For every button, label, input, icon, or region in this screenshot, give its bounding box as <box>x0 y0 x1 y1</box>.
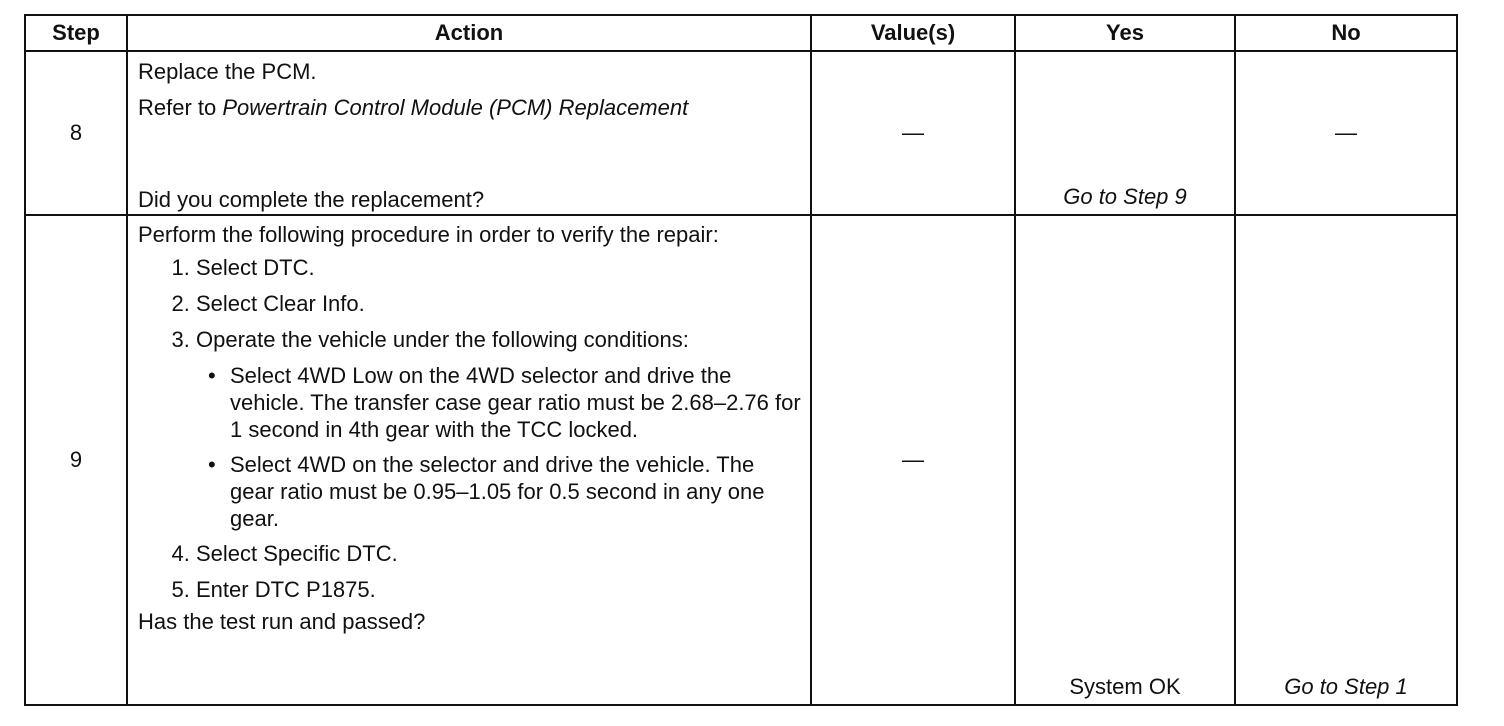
values-cell: — <box>811 215 1015 705</box>
header-action: Action <box>127 15 811 51</box>
header-yes: Yes <box>1015 15 1235 51</box>
list-item: • Select 4WD Low on the 4WD selector and drive the vehicle. The transfer case gear ratio must be 2.68–2.76 for 1 second in 4th gear with the TCC locked. <box>230 362 802 443</box>
action-cell <box>127 51 811 215</box>
header-no: No <box>1235 15 1457 51</box>
table-row-step-8 <box>25 51 1457 215</box>
list-item: 2. Select Clear Info. <box>196 290 802 318</box>
values-cell: — <box>811 51 1015 215</box>
action-question: Has the test run and passed? <box>138 609 426 634</box>
step-number: 8 <box>25 51 127 215</box>
list-item: 5. Enter DTC P1875. <box>196 576 802 604</box>
diagnostic-table-page <box>24 14 1456 706</box>
action-cell <box>127 215 811 705</box>
condition-list <box>196 362 802 532</box>
diagnostic-table <box>24 14 1458 706</box>
no-cell: Go to Step 1 <box>1235 215 1457 705</box>
list-item: 3. Operate the vehicle under the following conditions: • Select 4WD Low on the 4WD selector and drive the vehicle. The transfer case gear ratio must be 2.68–2.76 for 1 second in 4th gear with the TCC locked. • Select 4WD on the selector and drive the vehicle. The gear ratio must be 0.95–1.05 for 0.5 second in any one gear. <box>196 326 802 532</box>
step-number: 9 <box>25 215 127 705</box>
header-values: Value(s) <box>811 15 1015 51</box>
action-text: Replace the PCM. <box>138 59 317 84</box>
action-question: Did you complete the replacement? <box>138 187 485 212</box>
action-intro: Perform the following procedure in order to verify the repair: <box>138 222 719 247</box>
table-row-step-9 <box>25 215 1457 705</box>
yes-cell: Go to Step 9 <box>1015 51 1235 215</box>
no-cell: — <box>1235 51 1457 215</box>
header-row <box>25 15 1457 51</box>
list-item: 1. Select DTC. <box>196 254 802 282</box>
yes-cell: System OK <box>1015 215 1235 705</box>
procedure-steps <box>138 254 802 604</box>
header-step: Step <box>25 15 127 51</box>
list-item: 4. Select Specific DTC. <box>196 540 802 568</box>
reference-link[interactable]: Powertrain Control Module (PCM) Replacement <box>222 95 689 120</box>
action-reference: Refer to Powertrain Control Module (PCM) Replacement <box>138 95 689 120</box>
list-item: • Select 4WD on the selector and drive the vehicle. The gear ratio must be 0.95–1.05 for 0.5 second in any one gear. <box>230 451 802 532</box>
